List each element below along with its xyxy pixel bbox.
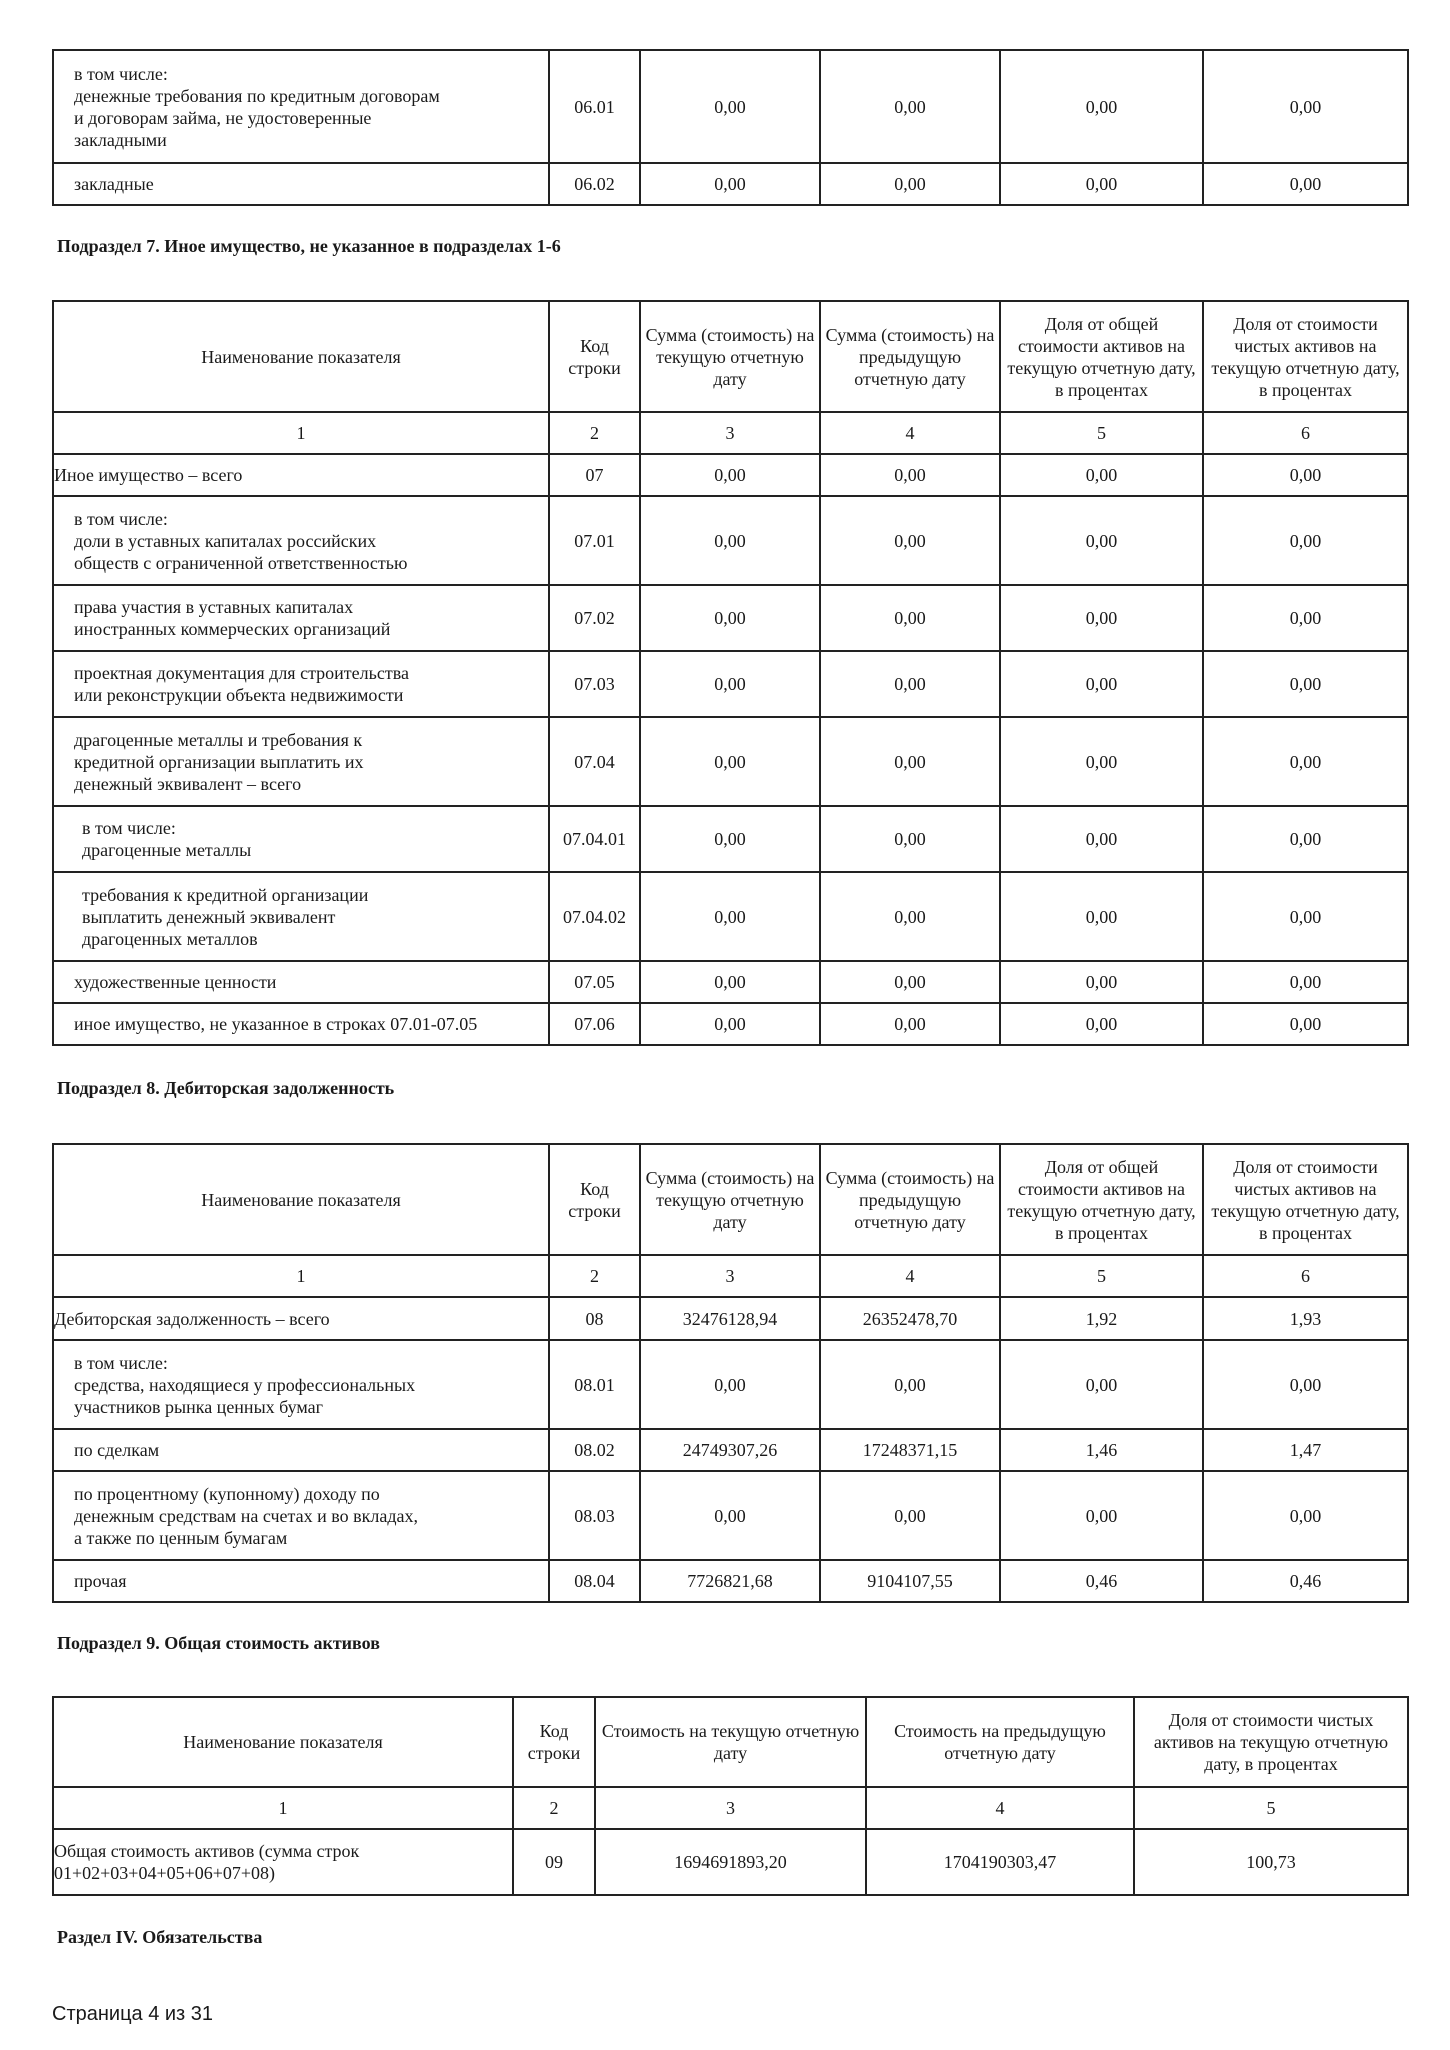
row-name: Дебиторская задолженность – всего [53,1297,549,1340]
column-number: 4 [820,1255,1000,1297]
table-row [53,163,1408,205]
row-share-assets: 0,46 [1000,1560,1203,1602]
row-value-previous: 0,00 [820,806,1000,872]
row-name: прочая [53,1560,549,1602]
column-number: 4 [820,412,1000,454]
row-name: Общая стоимость активов (сумма строк 01+02+03+04+05+06+07+08) [53,1829,513,1895]
column-number: 3 [640,412,820,454]
row-share-assets: 0,00 [1000,585,1203,651]
row-share-net-assets: 1,47 [1203,1429,1408,1471]
row-name: драгоценные металлы и требования к кредитной организации выплатить их денежный эквивалент – всего [53,717,549,806]
column-number: 1 [53,412,549,454]
row-share-assets: 0,00 [1000,961,1203,1003]
subsection-8-title: Подраздел 8. Дебиторская задолженность [57,1078,395,1098]
header-name: Наименование показателя [53,1144,549,1255]
row-value-previous: 26352478,70 [820,1297,1000,1340]
row-name: в том числе: драгоценные металлы [53,806,549,872]
column-number: 2 [549,412,640,454]
row-value-current: 32476128,94 [640,1297,820,1340]
row-share-net-assets: 0,00 [1203,585,1408,651]
header-value-previous: Сумма (стоимость) на предыдущую отчетную дату [820,301,1000,412]
table-row [53,585,1408,651]
table-row [53,651,1408,717]
row-value-current: 0,00 [640,454,820,496]
row-value-previous: 0,00 [820,961,1000,1003]
row-code: 07.03 [549,651,640,717]
column-number: 3 [595,1787,866,1829]
row-share-assets: 0,00 [1000,496,1203,585]
row-name: Иное имущество – всего [53,454,549,496]
column-number: 4 [866,1787,1134,1829]
row-share-assets: 0,00 [1000,717,1203,806]
row-value-current: 24749307,26 [640,1429,820,1471]
row-value-current: 0,00 [640,585,820,651]
row-code: 07.02 [549,585,640,651]
row-value-current: 0,00 [640,717,820,806]
row-share-net-assets: 0,00 [1203,163,1408,205]
column-number: 2 [513,1787,595,1829]
row-share-assets: 0,00 [1000,1340,1203,1429]
row-name: художественные ценности [53,961,549,1003]
row-value-previous: 0,00 [820,872,1000,961]
subsection-8-table [52,1143,1409,1603]
header-value-previous: Стоимость на предыдущую отчетную дату [866,1697,1134,1787]
row-name: закладные [53,163,549,205]
header-name: Наименование показателя [53,1697,513,1787]
row-code: 08.02 [549,1429,640,1471]
column-number: 5 [1000,1255,1203,1297]
row-share-net-assets: 1,93 [1203,1297,1408,1340]
header-share-assets: Доля от общей стоимости активов на текущую отчетную дату, в процентах [1000,301,1203,412]
subsection-7-table [52,300,1409,1046]
table-row [53,872,1408,961]
row-share-assets: 1,92 [1000,1297,1203,1340]
subsection-7-title: Подраздел 7. Иное имущество, не указанное в подразделах 1-6 [57,236,561,256]
row-value-previous: 1704190303,47 [866,1829,1134,1895]
row-share-net-assets: 0,00 [1203,1340,1408,1429]
row-value-current: 0,00 [640,1471,820,1560]
table-row [53,496,1408,585]
row-code: 07.06 [549,1003,640,1045]
row-share-assets: 0,00 [1000,806,1203,872]
row-value-current: 0,00 [640,496,820,585]
row-value-previous: 0,00 [820,1340,1000,1429]
row-value-previous: 0,00 [820,163,1000,205]
row-value-current: 0,00 [640,651,820,717]
row-name: проектная документация для строительства или реконструкции объекта недвижимости [53,651,549,717]
section-iv-title: Раздел IV. Обязательства [57,1927,263,1947]
row-share-net-assets: 0,00 [1203,496,1408,585]
table-header-row [53,301,1408,412]
table-row [53,454,1408,496]
row-share-net-assets: 0,00 [1203,872,1408,961]
row-code: 08.01 [549,1340,640,1429]
header-code: Код строки [513,1697,595,1787]
row-share-net-assets: 0,00 [1203,961,1408,1003]
column-number: 6 [1203,412,1408,454]
row-code: 06.01 [549,50,640,163]
row-share-net-assets: 0,00 [1203,806,1408,872]
row-value-previous: 0,00 [820,651,1000,717]
row-share-net-assets: 0,46 [1203,1560,1408,1602]
row-value-current: 0,00 [640,961,820,1003]
row-value-current: 0,00 [640,872,820,961]
row-value-previous: 0,00 [820,496,1000,585]
row-share-assets: 0,00 [1000,1471,1203,1560]
header-name: Наименование показателя [53,301,549,412]
row-value-previous: 9104107,55 [820,1560,1000,1602]
row-share-net-assets: 0,00 [1203,1003,1408,1045]
row-name: по сделкам [53,1429,549,1471]
table-row [53,1297,1408,1340]
row-code: 07.04 [549,717,640,806]
table-row [53,1829,1408,1895]
row-share-net-assets: 0,00 [1203,1471,1408,1560]
column-number-row [53,412,1408,454]
row-value-previous: 17248371,15 [820,1429,1000,1471]
column-number: 3 [640,1255,820,1297]
row-share-assets: 0,00 [1000,163,1203,205]
header-value-current: Сумма (стоимость) на текущую отчетную дату [640,1144,820,1255]
row-name: по процентному (купонному) доходу по денежным средствам на счетах и во вкладах, а также по ценным бумагам [53,1471,549,1560]
row-share-assets: 0,00 [1000,50,1203,163]
subsection-6-table-tail [52,49,1409,206]
row-share-assets: 0,00 [1000,651,1203,717]
row-value-previous: 0,00 [820,50,1000,163]
page-number: Страница 4 из 31 [52,2003,214,2025]
row-code: 07.01 [549,496,640,585]
row-value-current: 0,00 [640,1003,820,1045]
table-row [53,1560,1408,1602]
column-number: 1 [53,1787,513,1829]
table-header-row [53,1144,1408,1255]
header-share-net-assets: Доля от стоимости чистых активов на текущую отчетную дату, в процентах [1134,1697,1408,1787]
row-value-current: 7726821,68 [640,1560,820,1602]
row-share-net-assets: 0,00 [1203,717,1408,806]
row-value-current: 0,00 [640,163,820,205]
column-number: 1 [53,1255,549,1297]
column-number-row [53,1255,1408,1297]
row-code: 08.04 [549,1560,640,1602]
table-header-row [53,1697,1408,1787]
row-share-net-assets: 0,00 [1203,651,1408,717]
row-value-previous: 0,00 [820,1003,1000,1045]
row-code: 07.04.02 [549,872,640,961]
table-row [53,50,1408,163]
row-name: в том числе: средства, находящиеся у профессиональных участников рынка ценных бумаг [53,1340,549,1429]
row-value-previous: 0,00 [820,1471,1000,1560]
table-row [53,1340,1408,1429]
table-row [53,1471,1408,1560]
row-value-current: 1694691893,20 [595,1829,866,1895]
header-value-current: Стоимость на текущую отчетную дату [595,1697,866,1787]
row-name: требования к кредитной организации выплатить денежный эквивалент драгоценных металлов [53,872,549,961]
row-value-current: 0,00 [640,50,820,163]
header-share-net-assets: Доля от стоимости чистых активов на текущую отчетную дату, в процентах [1203,301,1408,412]
row-code: 07.04.01 [549,806,640,872]
column-number: 2 [549,1255,640,1297]
row-share-net-assets: 0,00 [1203,50,1408,163]
header-share-net-assets: Доля от стоимости чистых активов на текущую отчетную дату, в процентах [1203,1144,1408,1255]
column-number: 5 [1000,412,1203,454]
row-code: 07.05 [549,961,640,1003]
column-number-row [53,1787,1408,1829]
row-code: 07 [549,454,640,496]
header-code: Код строки [549,301,640,412]
header-value-current: Сумма (стоимость) на текущую отчетную дату [640,301,820,412]
column-number: 6 [1203,1255,1408,1297]
row-share-assets: 1,46 [1000,1429,1203,1471]
row-code: 09 [513,1829,595,1895]
row-share-assets: 0,00 [1000,872,1203,961]
row-value-previous: 0,00 [820,585,1000,651]
table-row [53,961,1408,1003]
row-share-assets: 0,00 [1000,454,1203,496]
row-name: иное имущество, не указанное в строках 07.01-07.05 [53,1003,549,1045]
table-row [53,1429,1408,1471]
row-code: 08 [549,1297,640,1340]
header-share-assets: Доля от общей стоимости активов на текущую отчетную дату, в процентах [1000,1144,1203,1255]
row-value-current: 0,00 [640,806,820,872]
subsection-9-table [52,1696,1409,1896]
row-share-net-assets: 0,00 [1203,454,1408,496]
header-value-previous: Сумма (стоимость) на предыдущую отчетную дату [820,1144,1000,1255]
row-value-current: 0,00 [640,1340,820,1429]
column-number: 5 [1134,1787,1408,1829]
header-code: Код строки [549,1144,640,1255]
row-code: 08.03 [549,1471,640,1560]
row-name: в том числе: денежные требования по кредитным договорам и договорам займа, не удостоверенные закладными [53,50,549,163]
table-row [53,717,1408,806]
row-name: права участия в уставных капиталах иностранных коммерческих организаций [53,585,549,651]
table-row [53,806,1408,872]
row-code: 06.02 [549,163,640,205]
table-row [53,1003,1408,1045]
row-value-previous: 0,00 [820,454,1000,496]
row-share-assets: 0,00 [1000,1003,1203,1045]
row-share-net-assets: 100,73 [1134,1829,1408,1895]
row-value-previous: 0,00 [820,717,1000,806]
row-name: в том числе: доли в уставных капиталах российских обществ с ограниченной ответственностью [53,496,549,585]
subsection-9-title: Подраздел 9. Общая стоимость активов [57,1633,380,1653]
